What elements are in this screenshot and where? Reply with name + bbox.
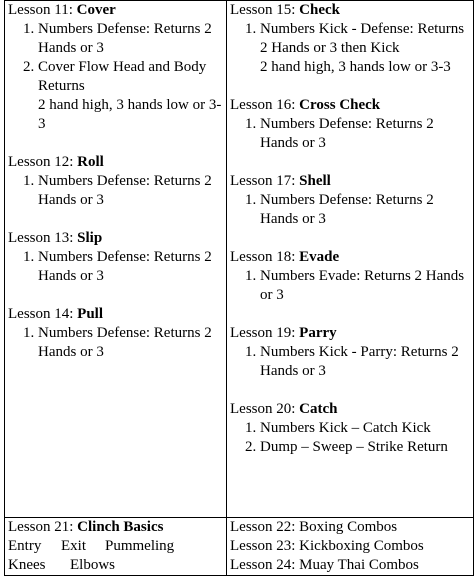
left-column-cell bbox=[5, 1, 227, 518]
lesson-prefix: Lesson 14: bbox=[8, 306, 78, 322]
clinch-cell bbox=[5, 518, 227, 576]
lesson-name: Clinch Basics bbox=[77, 519, 164, 535]
lesson-note: 2 hand high, 3 hands low or 3-3 bbox=[38, 97, 222, 132]
combos-cell bbox=[227, 518, 474, 576]
lesson-heading bbox=[230, 172, 471, 191]
item-text: Numbers Defense: Returns 2 Hands or 3 bbox=[38, 325, 212, 360]
lesson-block bbox=[230, 1, 471, 77]
lesson-items bbox=[8, 324, 224, 362]
lesson-items bbox=[230, 267, 471, 305]
list-item bbox=[8, 248, 224, 286]
lesson-heading bbox=[8, 153, 224, 172]
item-number: 1. bbox=[23, 21, 35, 37]
lesson-heading bbox=[230, 96, 471, 115]
lesson-prefix: Lesson 15: bbox=[230, 2, 300, 18]
lesson-name: Catch bbox=[299, 401, 338, 417]
item-text: Numbers Kick – Catch Kick bbox=[260, 420, 431, 436]
list-item bbox=[8, 324, 224, 362]
lesson-heading bbox=[8, 305, 224, 324]
combo-lesson: Lesson 24: Muay Thai Combos bbox=[230, 557, 419, 573]
topic-knees: Knees bbox=[8, 557, 46, 573]
item-text: Numbers Evade: Returns 2 Hands or 3 bbox=[260, 268, 465, 303]
item-text: Numbers Kick - Parry: Returns 2 Hands or 3 bbox=[260, 344, 459, 379]
lesson-prefix: Lesson 21: bbox=[8, 519, 78, 535]
lesson-prefix: Lesson 20: bbox=[230, 401, 300, 417]
list-item bbox=[8, 20, 224, 58]
lesson-heading bbox=[8, 1, 224, 20]
list-item bbox=[230, 115, 471, 153]
lesson-heading bbox=[230, 324, 471, 343]
item-number: 1. bbox=[23, 249, 35, 265]
lesson-name: Parry bbox=[299, 325, 337, 341]
item-text: Cover Flow Head and Body Returns bbox=[38, 59, 207, 94]
right-column-cell bbox=[227, 1, 474, 518]
lesson-note: 2 hand high, 3 hands low or 3-3 bbox=[260, 59, 451, 75]
item-text: Numbers Defense: Returns 2 Hands or 3 bbox=[260, 116, 434, 151]
item-number: 1. bbox=[23, 325, 35, 341]
topic-elbows: Elbows bbox=[70, 557, 115, 573]
topic-pummeling: Pummeling bbox=[105, 538, 175, 554]
lesson-heading bbox=[230, 400, 471, 419]
item-text: Numbers Defense: Returns 2 Hands or 3 bbox=[260, 192, 434, 227]
item-number: 1. bbox=[245, 192, 257, 208]
lesson-prefix: Lesson 16: bbox=[230, 97, 300, 113]
lesson-heading bbox=[230, 1, 471, 20]
item-text: Numbers Defense: Returns 2 Hands or 3 bbox=[38, 21, 212, 56]
item-number: 1. bbox=[245, 344, 257, 360]
list-item bbox=[230, 267, 471, 305]
lesson-prefix: Lesson 13: bbox=[8, 230, 78, 246]
lesson-items bbox=[230, 191, 471, 229]
item-text: Numbers Kick - Defense: Returns 2 Hands or 3 then Kick bbox=[260, 21, 465, 56]
list-item bbox=[230, 343, 471, 381]
lesson-prefix: Lesson 11: bbox=[8, 2, 77, 18]
lesson-name: Evade bbox=[299, 249, 340, 265]
lesson-name: Slip bbox=[77, 230, 103, 246]
list-item bbox=[8, 58, 224, 96]
lesson-name: Cross Check bbox=[299, 97, 381, 113]
lesson-prefix: Lesson 19: bbox=[230, 325, 300, 341]
lesson-items bbox=[8, 248, 224, 286]
lesson-prefix: Lesson 17: bbox=[230, 173, 300, 189]
item-number: 2. bbox=[23, 59, 35, 75]
list-item bbox=[230, 419, 471, 438]
lesson-block bbox=[8, 1, 224, 134]
clinch-topics-row bbox=[8, 537, 224, 556]
topic-exit: Exit bbox=[61, 538, 86, 554]
lesson-items bbox=[8, 20, 224, 96]
list-item bbox=[230, 438, 471, 457]
combo-lesson: Lesson 22: Boxing Combos bbox=[230, 519, 398, 535]
item-number: 1. bbox=[245, 420, 257, 436]
lesson-heading bbox=[8, 229, 224, 248]
lesson-block bbox=[8, 153, 224, 210]
lesson-heading bbox=[230, 248, 471, 267]
topic-entry: Entry bbox=[8, 538, 42, 554]
item-number: 1. bbox=[23, 173, 35, 189]
item-number: 1. bbox=[245, 116, 257, 132]
lesson-items bbox=[8, 172, 224, 210]
lesson-items bbox=[230, 20, 471, 58]
lesson-name: Roll bbox=[77, 154, 104, 170]
lesson-block bbox=[230, 172, 471, 229]
lesson-heading bbox=[8, 518, 224, 537]
combo-lesson: Lesson 23: Kickboxing Combos bbox=[230, 538, 424, 554]
lesson-name: Cover bbox=[76, 2, 116, 18]
item-number: 2. bbox=[245, 439, 257, 455]
item-text: Numbers Defense: Returns 2 Hands or 3 bbox=[38, 173, 212, 208]
list-item bbox=[230, 20, 471, 58]
lesson-name: Shell bbox=[299, 173, 331, 189]
lesson-table bbox=[4, 0, 474, 576]
lesson-name: Check bbox=[299, 2, 341, 18]
lesson-block bbox=[230, 400, 471, 457]
clinch-topics-row bbox=[8, 556, 224, 575]
item-text: Numbers Defense: Returns 2 Hands or 3 bbox=[38, 249, 212, 284]
lesson-prefix: Lesson 18: bbox=[230, 249, 300, 265]
list-item bbox=[230, 191, 471, 229]
item-number: 1. bbox=[245, 21, 257, 37]
lesson-items bbox=[230, 343, 471, 381]
lesson-name: Pull bbox=[77, 306, 104, 322]
lesson-prefix: Lesson 12: bbox=[8, 154, 78, 170]
lesson-items bbox=[230, 115, 471, 153]
lesson-block bbox=[230, 324, 471, 381]
list-item bbox=[8, 172, 224, 210]
lesson-block bbox=[8, 305, 224, 362]
lesson-block bbox=[230, 248, 471, 305]
item-number: 1. bbox=[245, 268, 257, 284]
item-text: Dump – Sweep – Strike Return bbox=[260, 439, 448, 455]
lesson-block bbox=[230, 96, 471, 153]
lesson-items bbox=[230, 419, 471, 457]
lesson-block bbox=[8, 229, 224, 286]
